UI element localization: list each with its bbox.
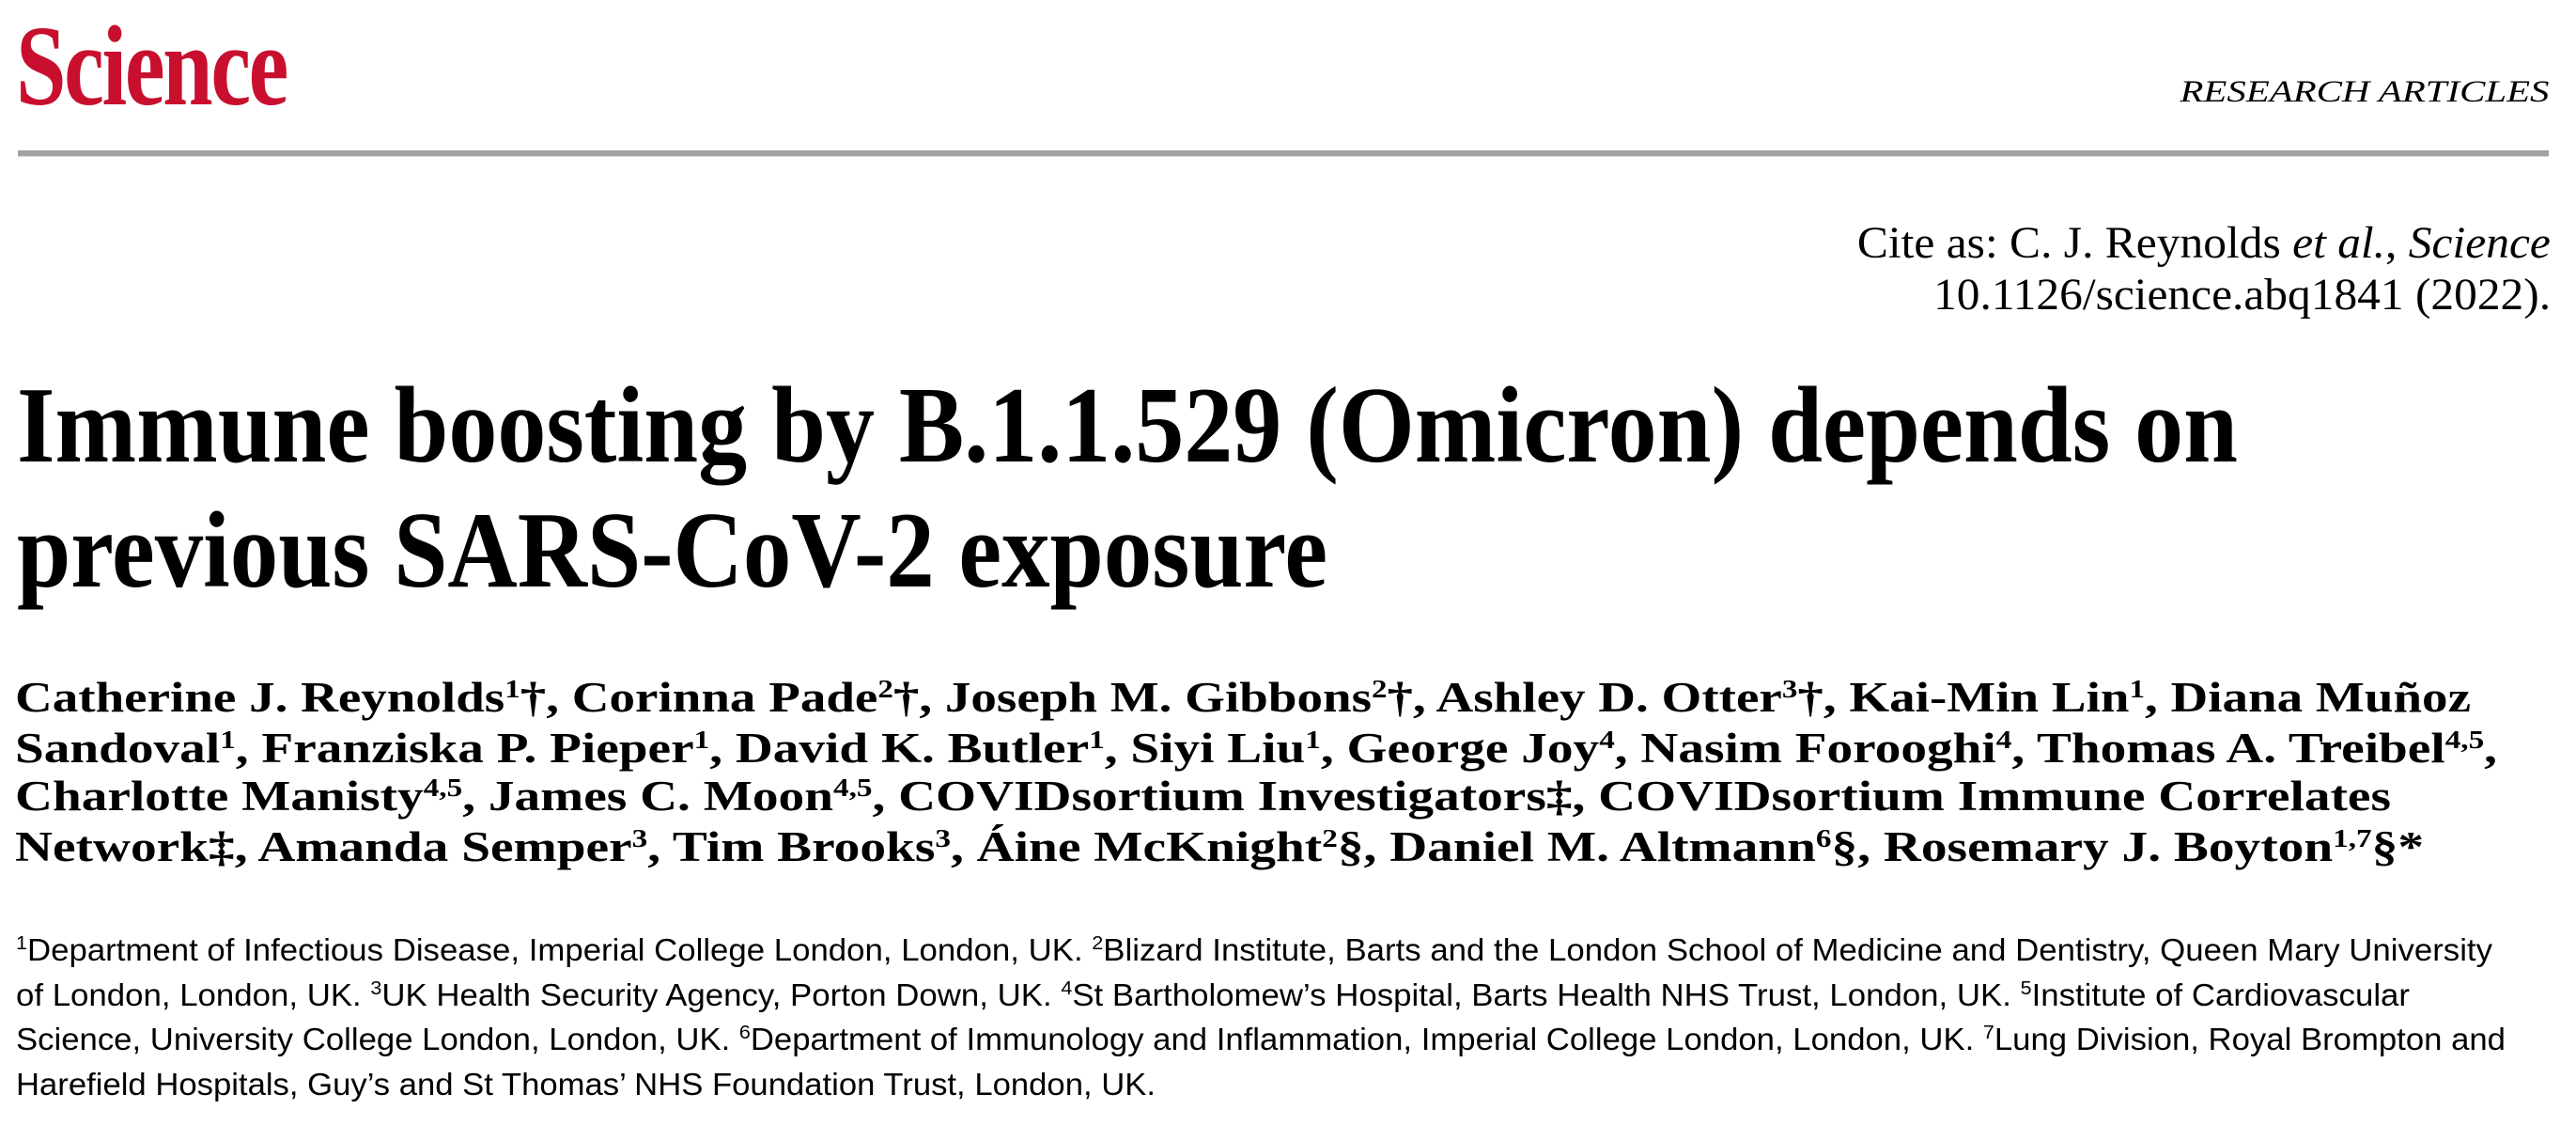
affiliation-marker: 1 xyxy=(2129,675,2145,704)
title-line-2 xyxy=(17,491,1495,611)
title-line-1 xyxy=(17,366,2494,486)
text-run: Blizard Institute, Barts and the London School of Medicine and Dentistry, Queen Mary University xyxy=(1103,932,2492,967)
text-run: Harefield Hospitals, Guy’s and St Thomas’ NHS Foundation Trust, London, UK. xyxy=(16,1067,1156,1102)
section-label-text: RESEARCH ARTICLES xyxy=(2180,75,2549,109)
affiliation-marker: 3 xyxy=(935,824,951,853)
affiliation-marker: 4,5 xyxy=(832,774,873,803)
text-run: †, Ashley D. Otter xyxy=(1387,674,1782,721)
affiliation-marker: 3 xyxy=(1781,675,1798,704)
affiliation-line xyxy=(16,931,2492,967)
text-run: 10.1126/science.abq1841 (2022). xyxy=(1933,270,2551,320)
text-run: Science, University College London, London, UK. xyxy=(16,1022,739,1056)
text-run: , Tim Brooks xyxy=(647,823,936,870)
citation-line-1 xyxy=(1857,218,2551,268)
text-run: Catherine J. Reynolds xyxy=(15,674,505,721)
affiliation-marker: 5 xyxy=(2020,977,2032,999)
text-run: Institute of Cardiovascular xyxy=(2031,977,2410,1012)
title-text: Immune boosting by B.1.1.529 (Omicron) depends on xyxy=(17,366,2238,486)
text-run: UK Health Security Agency, Porton Down, UK. xyxy=(381,977,1062,1012)
author-line xyxy=(15,674,2471,721)
section-label xyxy=(2180,75,2549,109)
author-line xyxy=(15,773,2392,820)
text-run: , Siyi Liu xyxy=(1104,725,1306,772)
affiliation-marker: 1,7 xyxy=(2333,824,2372,853)
text-run: , xyxy=(2385,218,2409,268)
affiliation-line-text xyxy=(16,979,2410,1010)
text-run: Charlotte Manisty xyxy=(15,773,424,820)
text-run: , COVIDsortium Investigators‡, COVIDsortium Immune Correlates xyxy=(872,773,2392,820)
affiliation-marker: 2 xyxy=(877,675,893,704)
text-run: Lung Division, Royal Brompton and xyxy=(1994,1022,2506,1056)
text-run: Science xyxy=(2408,218,2551,268)
affiliation-line xyxy=(16,1067,1156,1102)
citation-line-2 xyxy=(1933,270,2551,320)
text-run: , Diana Muñoz xyxy=(2144,674,2471,721)
affiliation-line xyxy=(16,1021,2506,1056)
affiliation-marker: 6 xyxy=(1815,824,1832,853)
text-run: §, Daniel M. Altmann xyxy=(1337,823,1816,870)
citation-doi xyxy=(1933,270,2551,320)
text-run: †, Joseph M. Gibbons xyxy=(892,674,1373,721)
text-run: Department of Immunology and Inflammation, Imperial College London, London, UK. xyxy=(750,1022,1983,1056)
affiliation-marker: 2 xyxy=(1372,675,1388,704)
text-run: St Bartholomew’s Hospital, Barts Health NHS Trust, London, UK. xyxy=(1072,977,2021,1012)
author-line-text xyxy=(15,727,2497,770)
journal-logo xyxy=(16,3,359,130)
affiliation-line xyxy=(16,977,2410,1012)
citation-text xyxy=(1857,218,2551,268)
author-line xyxy=(15,823,2424,870)
text-run: et al. xyxy=(2292,218,2386,268)
text-run: of London, London, UK. xyxy=(16,977,371,1012)
affiliation-marker: 1 xyxy=(504,675,520,704)
author-line-text xyxy=(15,823,2424,870)
affiliation-marker: 3 xyxy=(370,977,382,999)
text-run: †, Kai-Min Lin xyxy=(1797,674,2130,721)
text-run: §* xyxy=(2371,823,2424,870)
affiliation-marker: 1 xyxy=(1305,726,1321,755)
affiliation-marker: 1 xyxy=(16,931,27,954)
affiliation-marker: 4,5 xyxy=(2444,726,2485,755)
author-line-text xyxy=(15,775,2391,818)
text-run: , Franziska P. Pieper xyxy=(235,725,694,772)
author-line-text xyxy=(15,674,2471,721)
text-run: Sandoval xyxy=(15,725,221,772)
text-run: †, Corinna Pade xyxy=(520,674,878,721)
text-run: , xyxy=(2484,725,2497,772)
affiliation-marker: 4 xyxy=(1995,726,2012,755)
journal-logo-text: Science xyxy=(16,3,287,130)
header-divider xyxy=(18,150,2549,157)
affiliation-marker: 4 xyxy=(1599,726,1615,755)
affiliation-marker: 4 xyxy=(1061,977,1073,999)
text-run: , Áine McKnight xyxy=(950,823,1323,870)
text-run: , Thomas A. Treibel xyxy=(2011,725,2445,772)
text-run: Network‡, Amanda Semper xyxy=(15,823,632,870)
text-run: Department of Infectious Disease, Imperial College London, London, UK. xyxy=(26,932,1093,967)
text-run: , George Joy xyxy=(1320,725,1600,772)
author-line xyxy=(15,725,2497,772)
affiliation-line-text xyxy=(16,1021,2506,1056)
text-run: §, Rosemary J. Boyton xyxy=(1831,823,2334,870)
affiliation-line-text xyxy=(16,931,2492,967)
affiliation-marker: 1 xyxy=(693,726,710,755)
affiliation-marker: 4,5 xyxy=(423,774,463,803)
affiliation-marker: 1 xyxy=(220,726,236,755)
affiliation-marker: 1 xyxy=(1089,726,1105,755)
text-run: Cite as: C. J. Reynolds xyxy=(1857,218,2293,268)
affiliation-marker: 2 xyxy=(1092,931,1104,954)
affiliation-line-text xyxy=(16,1069,1156,1100)
text-run: , Nasim Forooghi xyxy=(1614,725,1996,772)
title-text: previous SARS-CoV-2 exposure xyxy=(17,491,1327,611)
text-run: , James C. Moon xyxy=(462,773,833,820)
text-run: , David K. Butler xyxy=(709,725,1090,772)
affiliation-marker: 2 xyxy=(1322,824,1338,853)
affiliation-marker: 3 xyxy=(631,824,648,853)
affiliation-marker: 6 xyxy=(738,1021,751,1043)
affiliation-marker: 7 xyxy=(1982,1021,1994,1043)
